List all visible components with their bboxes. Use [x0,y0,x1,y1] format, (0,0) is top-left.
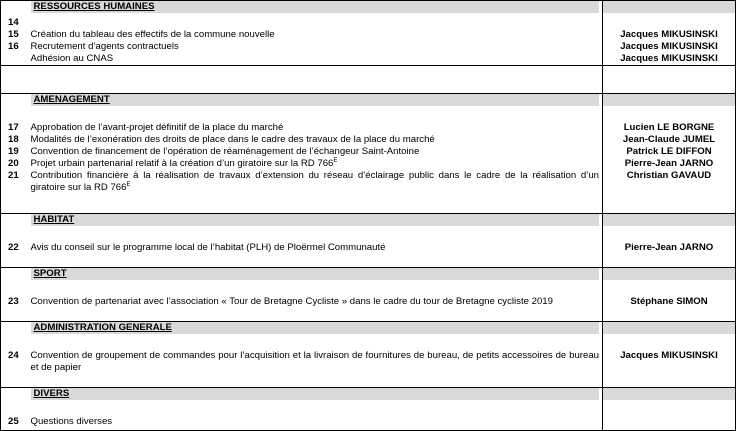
ordinal-sup: E [126,181,131,188]
item-number: 16 [8,41,19,52]
section-body [31,388,603,431]
item-number: 25 [8,416,19,427]
rapporteur-column [603,322,736,388]
item-number: 20 [8,158,19,169]
item-text-main: Projet urbain partenarial relatif à la création d’un giratoire sur la RD 766 [30,158,334,169]
section-title: RESSOURCES HUMAINES [31,1,600,13]
item-text: Questions diverses [30,416,113,427]
section-ressources-humaines [1,1,736,66]
rapporteur-column [603,268,736,322]
rapporteur: Lucien LE BORGNE [623,122,715,133]
num-column [1,1,31,66]
item-number: 15 [8,29,19,40]
rapporteur-column [603,388,736,431]
item-number: 23 [8,296,19,307]
num-column [1,214,31,268]
item-text: Modalités de l’exonération des droits de place dans le cadre des travaux de la place du marché [30,134,435,145]
section-body [31,1,603,66]
item-text: Recrutement d’agents contractuels [30,41,179,52]
item-number: 22 [8,242,19,253]
rapporteur-column [603,94,736,214]
section-title: ADMINISTRATION GENERALE [31,322,600,334]
rapporteur: Pierre-Jean JARNO [624,242,714,253]
section-body [31,214,603,268]
section-habitat [1,214,736,268]
item-number: 21 [8,170,19,181]
section-administration-generale [1,322,736,388]
item-number: 17 [8,122,19,133]
item-number: 19 [8,146,19,157]
section-title: SPORT [31,268,600,280]
item-text [31,158,600,170]
rapporteur: Christian GAVAUD [626,170,712,181]
item-text: Création du tableau des effectifs de la commune nouvelle [30,29,275,40]
rapporteur: Jean-Claude JUMEL [622,134,716,145]
rapporteur: Jacques MIKUSINSKI [620,350,718,361]
num-column [1,268,31,322]
section-amenagement [1,94,736,214]
item-text [31,170,600,194]
section-title: AMENAGEMENT [31,94,600,106]
item-text: Approbation de l’avant-projet définitif de la place du marché [30,122,284,133]
section-title: HABITAT [31,214,600,226]
item-number: 14 [8,17,19,28]
ordinal-sup: E [333,157,338,164]
section-body [31,322,603,388]
section-title: DIVERS [31,388,600,400]
rapporteur: Patrick LE DIFFON [626,146,712,157]
item-number: 24 [8,350,19,361]
item-text: Avis du conseil sur le programme local de l’habitat (PLH) de Ploërmel Communauté [30,242,386,253]
item-text: Adhésion au CNAS [30,53,114,64]
item-text: Convention de financement de l’opération de réaménagement de l’échangeur Saint-Antoine [30,146,420,157]
rapporteur: Pierre-Jean JARNO [624,158,714,169]
section-divers [1,388,736,431]
rapporteur-column [603,214,736,268]
rapporteur: Jacques MIKUSINSKI [620,29,718,40]
rapporteur-column [603,1,736,66]
item-text-main: Contribution financière à la réalisation de travaux d’extension du réseau d’éclairage public dans le cadre de la réalisation d’un giratoire sur la RD 766 [30,170,599,193]
section-body [31,94,603,214]
rapporteur: Jacques MIKUSINSKI [620,53,718,64]
num-column [1,388,31,431]
item-text: Convention de groupement de commandes pour l’acquisition et la livraison de fournitures de bureau, de petits accessoires de bureau et de papier [30,350,599,373]
item-text: Convention de partenariat avec l’association « Tour de Bretagne Cycliste » dans le cadre du tour de Bretagne cycliste 2019 [30,296,553,307]
section-body [31,268,603,322]
num-column [1,94,31,214]
rapporteur: Jacques MIKUSINSKI [620,41,718,52]
num-column [1,322,31,388]
section-sport [1,268,736,322]
item-number: 18 [8,134,19,145]
rapporteur: Stéphane SIMON [630,296,708,307]
